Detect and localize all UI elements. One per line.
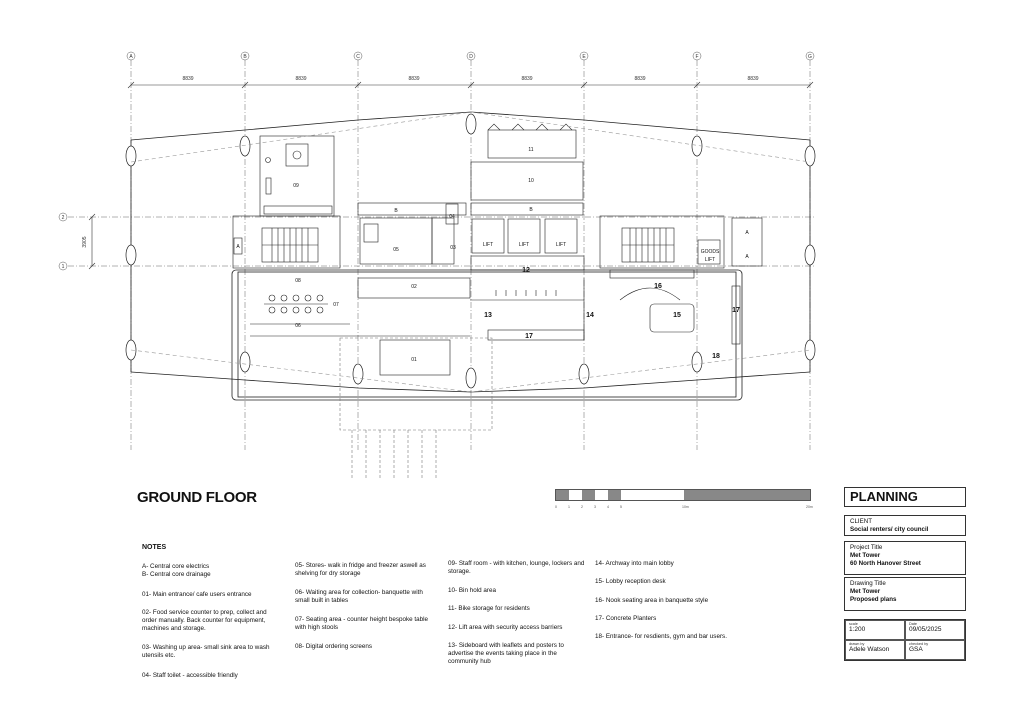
note-18: 18- Entrance- for resdients, gym and bar users.: [595, 633, 727, 640]
service-block: [358, 203, 466, 264]
note-15: 15- Lobby reception desk: [595, 578, 666, 585]
note-11: 11- Bike storage for residents: [448, 605, 530, 612]
note-13: 13- Sideboard with leaflets and posters to advertise the events taking place in the community hub: [448, 642, 564, 666]
scale-label-4: 4: [607, 505, 609, 509]
goods-lift-2: LIFT: [704, 257, 716, 263]
drawing-box: [844, 577, 966, 611]
core-b-1: B: [394, 208, 398, 214]
note-16: 16- Nook seating area in banquette style: [595, 597, 709, 604]
scale-label-1: 1: [568, 505, 570, 509]
info-grid: [844, 619, 966, 661]
dimension-line: [89, 82, 813, 269]
grid-label-1: 1: [61, 264, 65, 270]
room-18: 18: [712, 353, 720, 360]
note-14: 14- Archway into main lobby: [595, 560, 674, 567]
client-box: [844, 515, 966, 536]
grid-label-d: D: [469, 54, 473, 60]
note-17: 17- Concrete Planters: [595, 615, 657, 622]
scale-label-0: 0: [555, 505, 557, 509]
dimension-labels: [82, 76, 759, 248]
date-caption: Date: [909, 622, 918, 626]
room-15: 15: [673, 312, 681, 319]
dim-row: 3905: [82, 236, 88, 248]
room-09: 09: [293, 183, 299, 189]
room-13: 13: [484, 312, 492, 319]
stage-label: PLANNING: [844, 487, 966, 507]
note-core: A- Central core electrics B- Central core drainage: [142, 563, 211, 579]
scale-cell: [845, 620, 905, 640]
note-08: 08- Digital ordering screens: [295, 643, 372, 650]
lift-1: LIFT: [482, 242, 494, 248]
checked-value: GSA: [909, 646, 923, 653]
project-label: Project Title: [850, 544, 883, 551]
core-a-east-2: A: [745, 254, 749, 260]
checked-caption: checked by: [909, 642, 929, 646]
core-a-west: A: [236, 244, 240, 250]
date-value: 09/05/2025: [909, 626, 942, 633]
project-value-1: Met Tower: [850, 552, 881, 559]
drawing-value-1: Met Tower: [850, 588, 881, 595]
core-b-2: B: [529, 207, 533, 213]
dim-cd: 8839: [408, 76, 420, 82]
grid-label-g: G: [808, 54, 812, 60]
grid-label-a: A: [129, 54, 133, 60]
dim-bc: 8839: [295, 76, 307, 82]
cafe-area: [250, 278, 470, 375]
scale-label-2: 2: [581, 505, 583, 509]
note-10: 10- Bin hold area: [448, 587, 496, 594]
note-05: 05- Stores- walk in fridge and freezer aswell as shelving for dry storage: [295, 562, 426, 578]
note-04: 04- Staff toilet - accessible friendly: [142, 672, 238, 679]
scale-value: 1:200: [849, 626, 866, 633]
lift-3: LIFT: [555, 242, 567, 248]
west-core: [233, 216, 340, 268]
scale-label-5: 5: [620, 505, 622, 509]
scale-caption: scale: [849, 622, 858, 626]
checked-cell: [905, 640, 965, 660]
room-06: 06: [295, 323, 301, 329]
room-07: 07: [333, 302, 339, 308]
dim-fg: 8839: [747, 76, 759, 82]
scale-label-20: 20m: [806, 505, 813, 509]
note-01: 01- Main entrance/ cafe users entrance: [142, 591, 252, 598]
room-17-a: 17: [525, 333, 533, 340]
dim-ef: 8839: [634, 76, 646, 82]
drawn-cell: [845, 640, 905, 660]
grid-label-f: F: [695, 54, 699, 60]
room-11: 11: [528, 147, 534, 153]
drawing-label: Drawing Title: [850, 580, 886, 587]
notes-heading: NOTES: [142, 544, 167, 551]
room-labels: [236, 147, 749, 363]
room-01: 01: [411, 357, 417, 363]
grid-label-2: 2: [61, 215, 65, 221]
core-a-east-1: A: [745, 230, 749, 236]
grid-label-c: C: [356, 54, 360, 60]
grid-label-b: B: [243, 54, 247, 60]
dim-de: 8839: [521, 76, 533, 82]
room-14: 14: [586, 312, 594, 319]
room-16: 16: [654, 283, 662, 290]
drawing-value-2: Proposed plans: [850, 596, 897, 603]
project-value-2: 60 North Hanover Street: [850, 560, 921, 567]
note-07: 07- Seating area - counter height bespoke table with high stools: [295, 616, 429, 632]
lift-2: LIFT: [518, 242, 530, 248]
date-cell: [905, 620, 965, 640]
drawn-caption: drawn by: [849, 642, 865, 646]
project-box: [844, 541, 966, 575]
east-core: [600, 216, 762, 278]
room-02: 02: [411, 284, 417, 290]
lobby-area: [470, 278, 740, 344]
note-06: 06- Waiting area for collection- banquette with small built in tables: [295, 589, 423, 605]
note-09: 09- Staff room - with kitchen, lounge, lockers and storage.: [448, 560, 585, 576]
room-04: 04: [449, 214, 455, 220]
client-label: CLIENT: [850, 518, 873, 525]
drawn-value: Adele Watson: [849, 646, 890, 653]
note-02: 02- Food service counter to prep, collect and order manually. Back counter for equipment, machines and storage.: [142, 609, 267, 633]
room-08: 08: [295, 278, 301, 284]
scale-bar: [555, 489, 811, 501]
room-17-b: 17: [732, 307, 740, 314]
room-03: 03: [450, 245, 456, 251]
room-10: 10: [528, 178, 534, 184]
room-05: 05: [393, 247, 399, 253]
scale-label-10: 10m: [682, 505, 689, 509]
central-core: [471, 124, 584, 270]
grid-lines-horizontal: [68, 217, 815, 266]
staff-room: [260, 136, 334, 216]
note-03: 03- Washing up area- small sink area to wash utensils etc.: [142, 644, 270, 660]
grid-label-e: E: [582, 54, 586, 60]
dim-ab: 8839: [182, 76, 194, 82]
drawing-title: GROUND FLOOR: [137, 489, 257, 506]
goods-lift-1: GOODS: [700, 249, 720, 255]
scale-label-3: 3: [594, 505, 596, 509]
room-12: 12: [522, 267, 530, 274]
note-12: 12- Lift area with security access barriers: [448, 624, 563, 631]
client-value: Social renters/ city council: [850, 526, 929, 533]
